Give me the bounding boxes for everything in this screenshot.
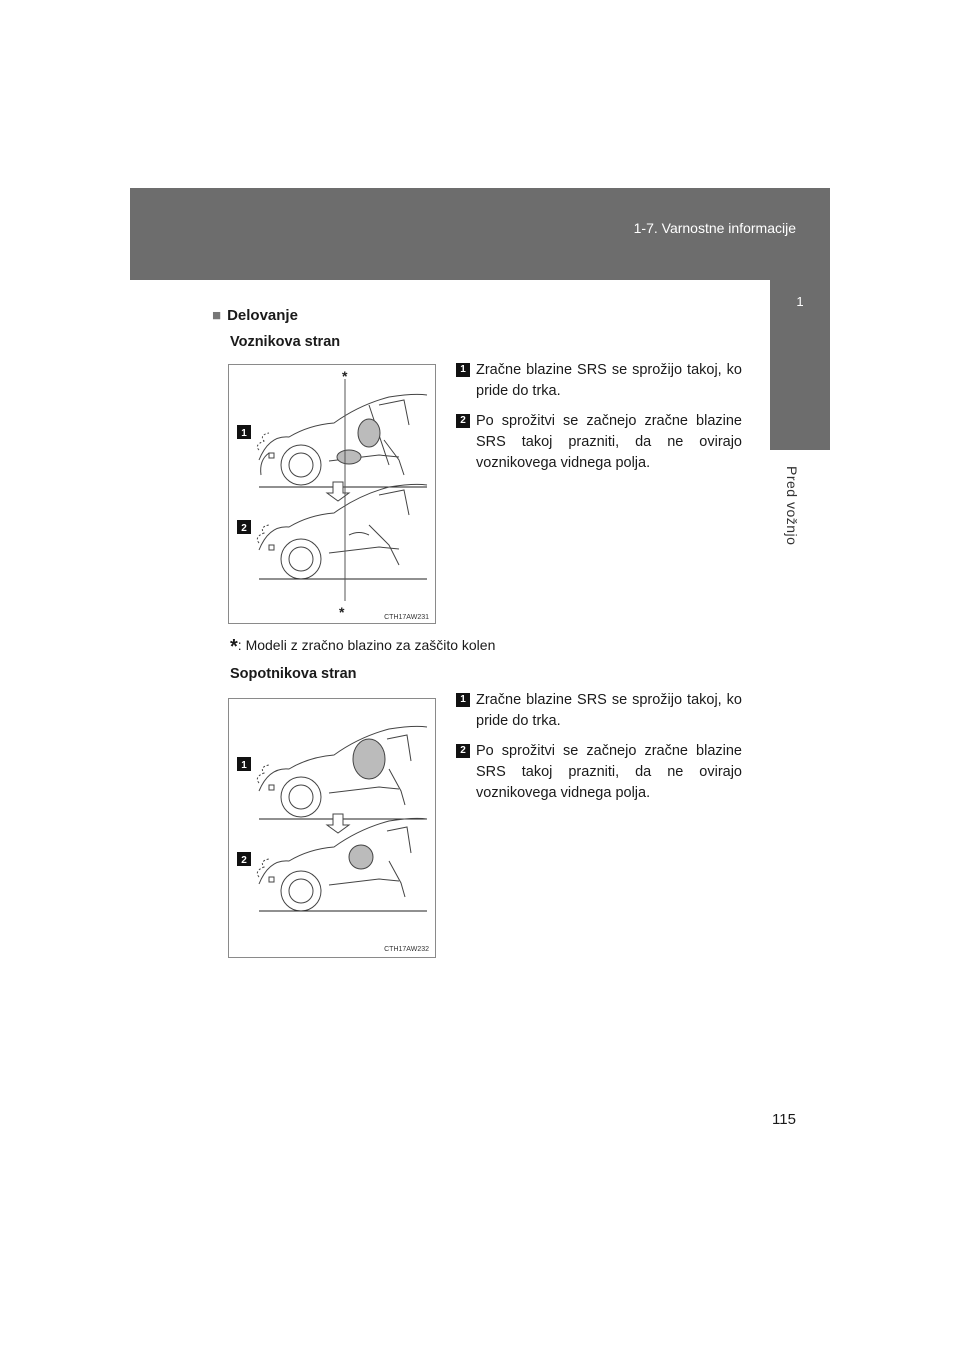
figure-marker-1: 1 [241,760,247,771]
car-crash-scene-1 [257,394,427,487]
figure-marker-1: 1 [241,428,247,439]
section-title-text: Delovanje [227,307,298,324]
car-crash-scene-2 [257,818,427,911]
square-bullet-icon: ■ [212,307,222,324]
passenger-step-2 [456,741,742,804]
figure-code: CTH17AW231 [384,614,429,621]
step-number-box: 2 [456,744,470,758]
page-number: 115 [772,1111,796,1128]
passenger-airbag-illustration [229,699,435,957]
step-number-box: 1 [456,693,470,707]
figure-marker-2: 2 [241,523,247,534]
asterisk-mark-bottom: * [339,604,345,620]
chapter-tab [770,280,830,450]
step-text: Po sprožitvi se začnejo zračne blazine SRS takoj prazniti, da ne ovirajo voznikovega vidnega polja. [476,743,742,801]
step-number-box: 2 [456,414,470,428]
figure-code: CTH17AW232 [384,946,429,953]
driver-step-2 [456,411,742,474]
step-number-box: 1 [456,363,470,377]
arrow-down-icon [327,482,349,501]
footnote-text: : Modeli z zračno blazino za zaščito kolen [237,637,496,653]
header-title: 1-7. Varnostne informacije [633,220,796,236]
header-bar [130,188,830,280]
car-crash-scene-1 [257,726,427,819]
passenger-airbag-figure [228,698,436,958]
passenger-step-1 [456,690,742,732]
step-text: Zračne blazine SRS se sprožijo takoj, ko pride do trka. [476,362,742,399]
driver-step-1 [456,360,742,402]
step-text: Po sprožitvi se začnejo zračne blazine SRS takoj prazniti, da ne ovirajo voznikovega vidnega polja. [476,413,742,471]
passenger-steps [456,690,742,813]
footnote [230,636,495,659]
chapter-number: 1 [796,294,804,309]
driver-airbag-illustration [229,365,435,623]
driver-steps [456,360,742,483]
asterisk-mark-top: * [342,368,348,384]
section-title [212,307,298,324]
footnote-asterisk: * [230,636,238,658]
figure-marker-2: 2 [241,855,247,866]
passenger-side-heading: Sopotnikova stran [230,666,357,682]
driver-side-heading: Voznikova stran [230,334,341,350]
arrow-down-icon [327,814,349,833]
step-text: Zračne blazine SRS se sprožijo takoj, ko pride do trka. [476,692,742,729]
chapter-title: Pred vožnjo [784,466,800,546]
driver-airbag-figure [228,364,436,624]
